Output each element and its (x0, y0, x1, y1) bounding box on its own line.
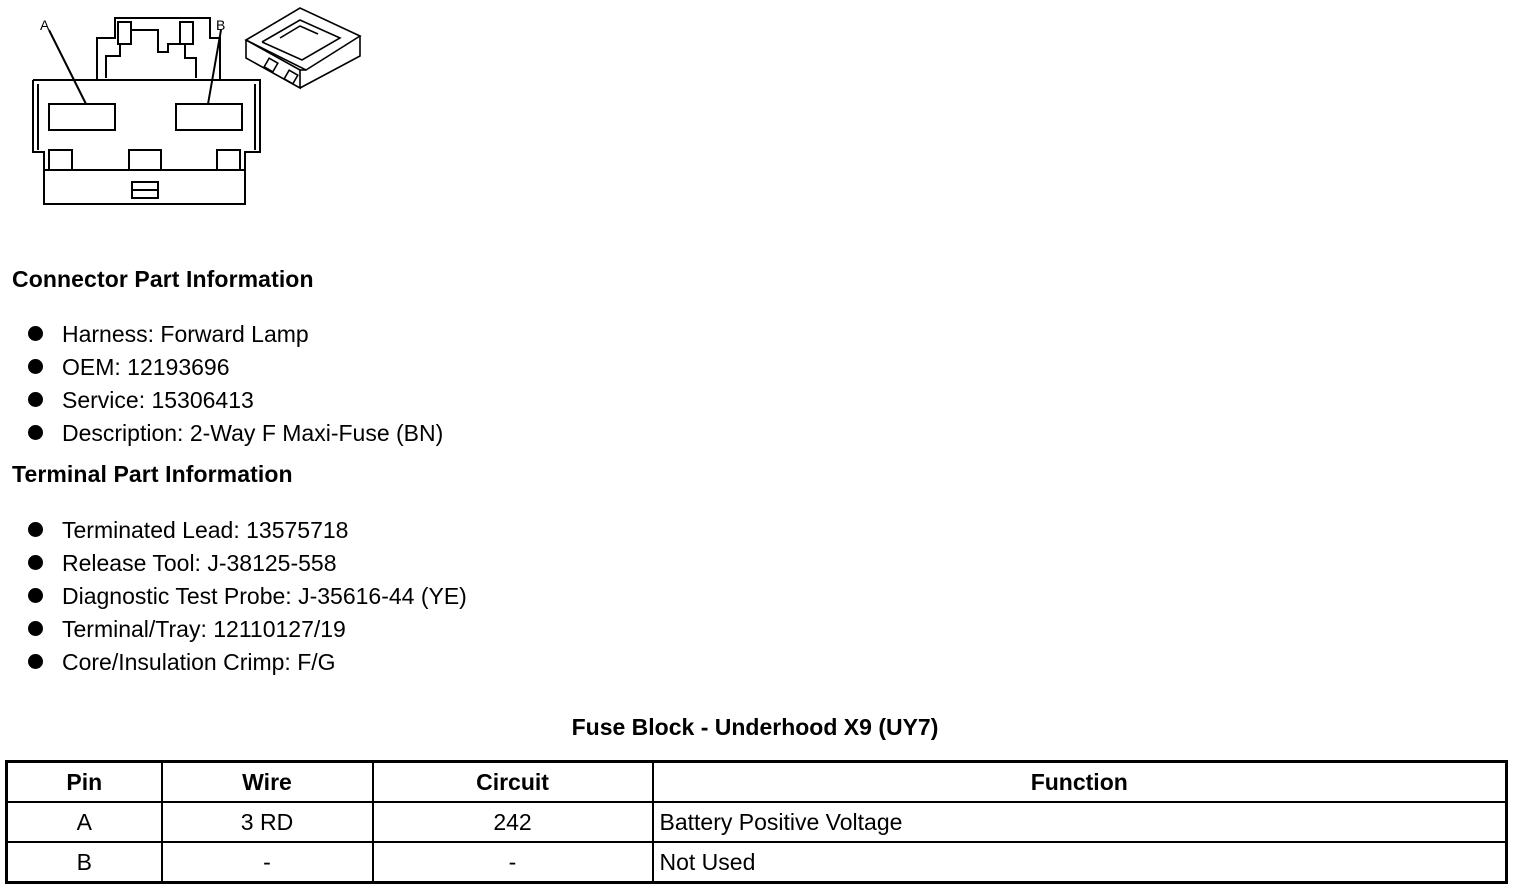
list-item (28, 547, 467, 580)
bullet-icon (28, 326, 43, 341)
list-item-text: Release Tool: J-38125-558 (62, 550, 337, 576)
connector-diagram (0, 0, 380, 220)
list-item-text: Core/Insulation Crimp: F/G (62, 649, 336, 675)
wire-cell: - (162, 842, 373, 883)
table-header-row (7, 762, 1507, 803)
bullet-icon (28, 588, 43, 603)
list-item (28, 417, 443, 450)
list-item-text: Diagnostic Test Probe: J-35616-44 (YE) (62, 583, 467, 609)
list-item (28, 514, 467, 547)
list-item-text: Service: 15306413 (62, 387, 254, 413)
column-header-circuit: Circuit (373, 762, 653, 803)
pin-cell: B (7, 842, 162, 883)
table-row (7, 802, 1507, 842)
column-header-pin: Pin (7, 762, 162, 803)
list-item (28, 384, 443, 417)
list-item-text: Description: 2-Way F Maxi-Fuse (BN) (62, 420, 444, 446)
terminal-part-info-heading: Terminal Part Information (12, 461, 293, 487)
wire-cell: 3 RD (162, 802, 373, 842)
list-item (28, 351, 443, 384)
bullet-icon (28, 425, 43, 440)
connector-part-info-list (28, 318, 443, 450)
bullet-icon (28, 654, 43, 669)
function-cell: Battery Positive Voltage (653, 802, 1507, 842)
list-item (28, 580, 467, 613)
circuit-cell: 242 (373, 802, 653, 842)
list-item (28, 646, 467, 679)
bullet-icon (28, 392, 43, 407)
table-row (7, 842, 1507, 883)
terminal-part-info-list (28, 514, 467, 679)
list-item (28, 318, 443, 351)
connector-isometric-icon (246, 8, 360, 88)
list-item-text: Terminated Lead: 13575718 (62, 517, 349, 543)
list-item-text: Terminal/Tray: 12110127/19 (62, 616, 346, 642)
pin-b-callout: B (216, 17, 226, 33)
pin-a-callout: A (40, 17, 50, 33)
list-item-text: Harness: Forward Lamp (62, 321, 309, 347)
pin-cell: A (7, 802, 162, 842)
list-item (28, 613, 467, 646)
circuit-cell: - (373, 842, 653, 883)
bullet-icon (28, 621, 43, 636)
pin-table-title: Fuse Block - Underhood X9 (UY7) (571, 714, 939, 740)
column-header-wire: Wire (162, 762, 373, 803)
function-cell: Not Used (653, 842, 1507, 883)
column-header-function: Function (653, 762, 1507, 803)
pin-table (5, 760, 1508, 884)
bullet-icon (28, 359, 43, 374)
bullet-icon (28, 555, 43, 570)
connector-part-info-heading: Connector Part Information (12, 266, 314, 292)
list-item-text: OEM: 12193696 (62, 354, 230, 380)
bullet-icon (28, 522, 43, 537)
